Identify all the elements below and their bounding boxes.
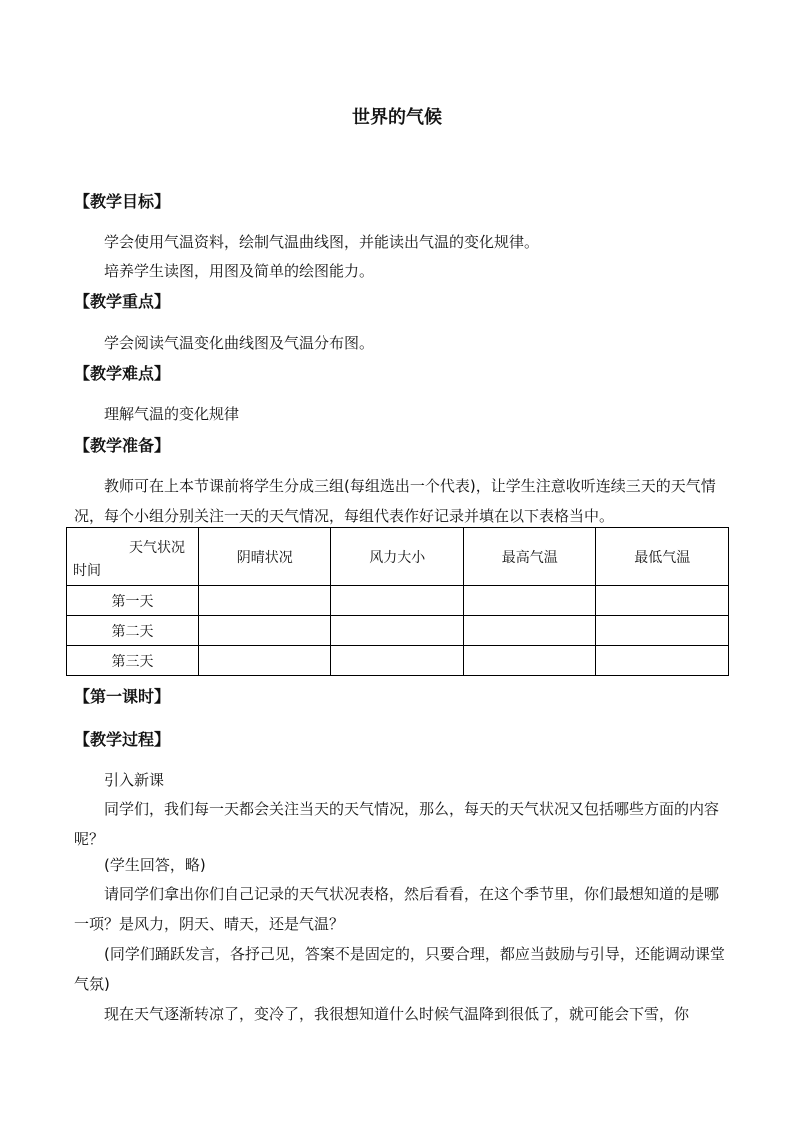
table-corner-cell <box>67 528 199 586</box>
table-cell[interactable] <box>198 586 331 616</box>
table-cell[interactable] <box>331 586 464 616</box>
table-row <box>67 646 729 676</box>
corner-label-weather: 天气状况 <box>129 540 185 556</box>
process-paragraph-3: 请同学们拿出你们自己记录的天气状况表格，然后看看，在这个季节里，你们最想知道的是哪一项？是风力，阴天、晴天，还是气温？ <box>74 885 720 933</box>
table-header-row <box>67 528 729 586</box>
table-row-label: 第一天 <box>67 586 199 616</box>
diagonal-header <box>67 528 197 585</box>
table-cell[interactable] <box>463 586 596 616</box>
process-paragraph-4: (同学们踊跃发言，各抒己见，答案不是固定的，只要合理，都应当鼓励与引导，还能调动课堂气氛) <box>74 945 725 993</box>
weather-record-table <box>66 527 729 676</box>
table-cell[interactable] <box>331 616 464 646</box>
table-cell[interactable] <box>198 646 331 676</box>
table-row <box>67 616 729 646</box>
process-paragraph-1: 同学们，我们每一天都会关注当天的天气情况，那么，每天的天气状况又包括哪些方面的内容呢？ <box>74 800 720 848</box>
goal-line-1: 学会使用气温资料，绘制气温曲线图，并能读出气温的变化规律。 <box>104 233 540 251</box>
table-cell[interactable] <box>331 646 464 676</box>
process-paragraph-5: 现在天气逐渐转凉了，变冷了，我很想知道什么时候气温降到很低了，就可能会下雪，你 <box>104 1005 690 1023</box>
section-heading-lesson: 【第一课时】 <box>74 687 171 706</box>
table-header-cell: 风力大小 <box>331 528 464 586</box>
table-header-cell: 最高气温 <box>463 528 596 586</box>
section-heading-key: 【教学重点】 <box>74 292 171 311</box>
process-paragraph-2: (学生回答，略) <box>104 856 206 874</box>
table-row <box>67 586 729 616</box>
section-heading-process: 【教学过程】 <box>74 730 171 749</box>
section-heading-difficulty: 【教学难点】 <box>74 364 171 383</box>
table-cell[interactable] <box>596 646 729 676</box>
table-cell[interactable] <box>463 616 596 646</box>
table-header-cell: 最低气温 <box>596 528 729 586</box>
difficulty-line: 理解气温的变化规律 <box>104 405 240 423</box>
table-header-cell: 阴晴状况 <box>198 528 331 586</box>
table-cell[interactable] <box>463 646 596 676</box>
table-cell[interactable] <box>596 586 729 616</box>
table-row-label: 第二天 <box>67 616 199 646</box>
table-cell[interactable] <box>596 616 729 646</box>
table-row-label: 第三天 <box>67 646 199 676</box>
section-heading-goal: 【教学目标】 <box>74 192 171 211</box>
section-heading-prep: 【教学准备】 <box>74 436 171 455</box>
prep-paragraph: 教师可在上本节课前将学生分成三组(每组选出一个代表)，让学生注意收听连续三天的天气情况，每个小组分别关注一天的天气情况，每组代表作好记录并填在以下表格当中。 <box>74 477 716 525</box>
key-line: 学会阅读气温变化曲线图及气温分布图。 <box>104 334 375 352</box>
goal-line-2: 培养学生读图，用图及简单的绘图能力。 <box>104 262 375 280</box>
page-title: 世界的气候 <box>352 107 442 128</box>
process-intro: 引入新课 <box>104 771 165 789</box>
table-cell[interactable] <box>198 616 331 646</box>
corner-label-time: 时间 <box>73 563 101 579</box>
